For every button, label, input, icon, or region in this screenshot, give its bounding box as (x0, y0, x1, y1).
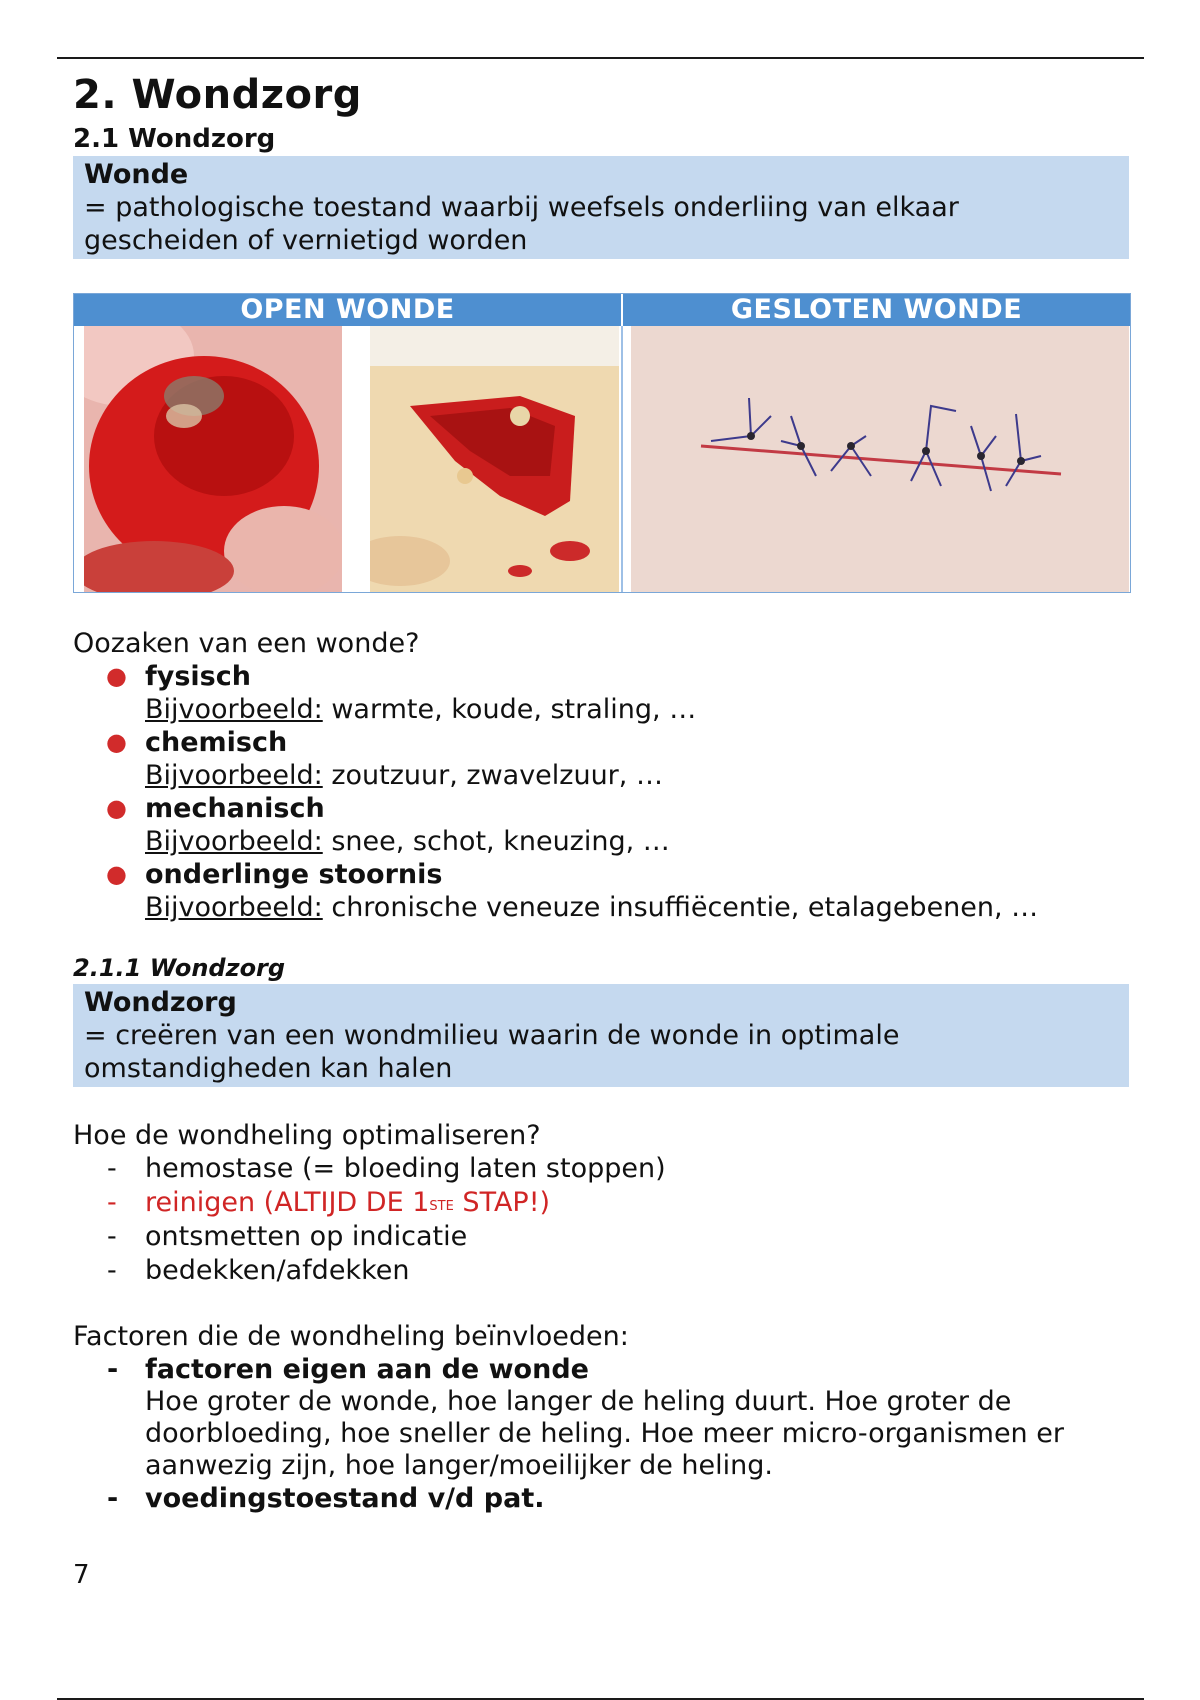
table-divider (621, 326, 623, 592)
list-item (106, 660, 1133, 726)
example-label: Bijvoorbeeld: (145, 892, 323, 923)
factor-text: Hoe groter de wonde, hoe langer de heling duurt. Hoe groter de doorbloeding, hoe sneller de heling. Hoe meer micro-organismen er aanwezig zijn, hoe langer/moeilijker de heling. (145, 1386, 1064, 1481)
factors-list (73, 1353, 1133, 1515)
example-text: warmte, koude, straling, … (331, 694, 697, 725)
factors-question: Factoren die de wondheling beïnvloeden: (73, 1321, 629, 1352)
bullet-dot-icon: ● (106, 728, 127, 756)
cause-example (145, 825, 1133, 858)
section-heading: 2.1 Wondzorg (73, 124, 276, 154)
cause-name: onderlinge stoornis (145, 859, 443, 890)
example-label: Bijvoorbeeld: (145, 694, 323, 725)
item-text: bedekken/afdekken (145, 1255, 410, 1286)
example-label: Bijvoorbeeld: (145, 826, 323, 857)
page-content (73, 66, 1133, 1515)
top-rule (57, 57, 1144, 59)
dash-icon: - (107, 1483, 119, 1514)
definition-term: Wonde (84, 159, 189, 190)
chapter-heading: 2. Wondzorg (73, 72, 362, 118)
item-text: ontsmetten op indicatie (145, 1221, 468, 1252)
optimize-question: Hoe de wondheling optimaliseren? (73, 1120, 541, 1151)
cause-name: fysisch (145, 661, 251, 692)
item-text: hemostase (= bloeding laten stoppen) (145, 1153, 666, 1184)
optimize-list (73, 1152, 1133, 1288)
causes-question: Oozaken van een wonde? (73, 628, 420, 659)
open-wound-photo-2 (370, 326, 619, 592)
definition-text: = creëren van een wondmilieu waarin de wonde in optimale omstandigheden kan halen (84, 1020, 900, 1084)
superscript: STE (429, 1199, 454, 1214)
bullet-dot-icon: ● (106, 794, 127, 822)
example-text: chronische veneuze insuffiëcentie, etalagebenen, … (331, 892, 1039, 923)
cause-name: chemisch (145, 727, 288, 758)
closed-wound-photo (631, 326, 1129, 592)
dash-icon: - (107, 1255, 117, 1286)
cause-example (145, 693, 1133, 726)
list-item (106, 858, 1133, 924)
example-text: snee, schot, kneuzing, … (331, 826, 670, 857)
list-item (107, 1152, 1133, 1186)
closed-wound-header: GESLOTEN WONDE (623, 294, 1130, 326)
item-text: reinigen (ALTIJD DE 1 (145, 1187, 430, 1218)
list-item (106, 792, 1133, 858)
list-item (107, 1254, 1133, 1288)
wound-image-table (73, 293, 1131, 593)
factor-name: voedingstoestand v/d pat. (145, 1483, 545, 1514)
definition-box-wonde (73, 156, 1129, 259)
item-text-end: STAP!) (453, 1187, 551, 1218)
list-item (107, 1220, 1133, 1254)
example-label: Bijvoorbeeld: (145, 760, 323, 791)
cause-example (145, 759, 1133, 792)
factor-name: factoren eigen aan de wonde (145, 1354, 589, 1385)
cause-name: mechanisch (145, 793, 325, 824)
list-item (106, 726, 1133, 792)
definition-term: Wondzorg (84, 987, 237, 1018)
cause-example (145, 891, 1133, 924)
page-number: 7 (73, 1560, 90, 1590)
dash-icon: - (107, 1221, 117, 1252)
subsection-heading: 2.1.1 Wondzorg (73, 954, 286, 982)
causes-list (73, 660, 1133, 924)
example-text: zoutzuur, zwavelzuur, … (331, 760, 663, 791)
open-wound-photo-1 (84, 326, 342, 592)
dash-icon: - (107, 1153, 117, 1184)
list-item (107, 1482, 1133, 1515)
definition-text: = pathologische toestand waarbij weefsels onderliing van elkaar gescheiden of vernietigd worden (84, 192, 959, 256)
dash-icon: - (107, 1354, 119, 1385)
definition-box-wondzorg (73, 984, 1129, 1087)
open-wound-header: OPEN WONDE (74, 294, 621, 326)
list-item (107, 1186, 1133, 1220)
bullet-dot-icon: ● (106, 860, 127, 888)
dash-icon: - (107, 1187, 117, 1218)
bullet-dot-icon: ● (106, 662, 127, 690)
list-item (107, 1353, 1133, 1482)
